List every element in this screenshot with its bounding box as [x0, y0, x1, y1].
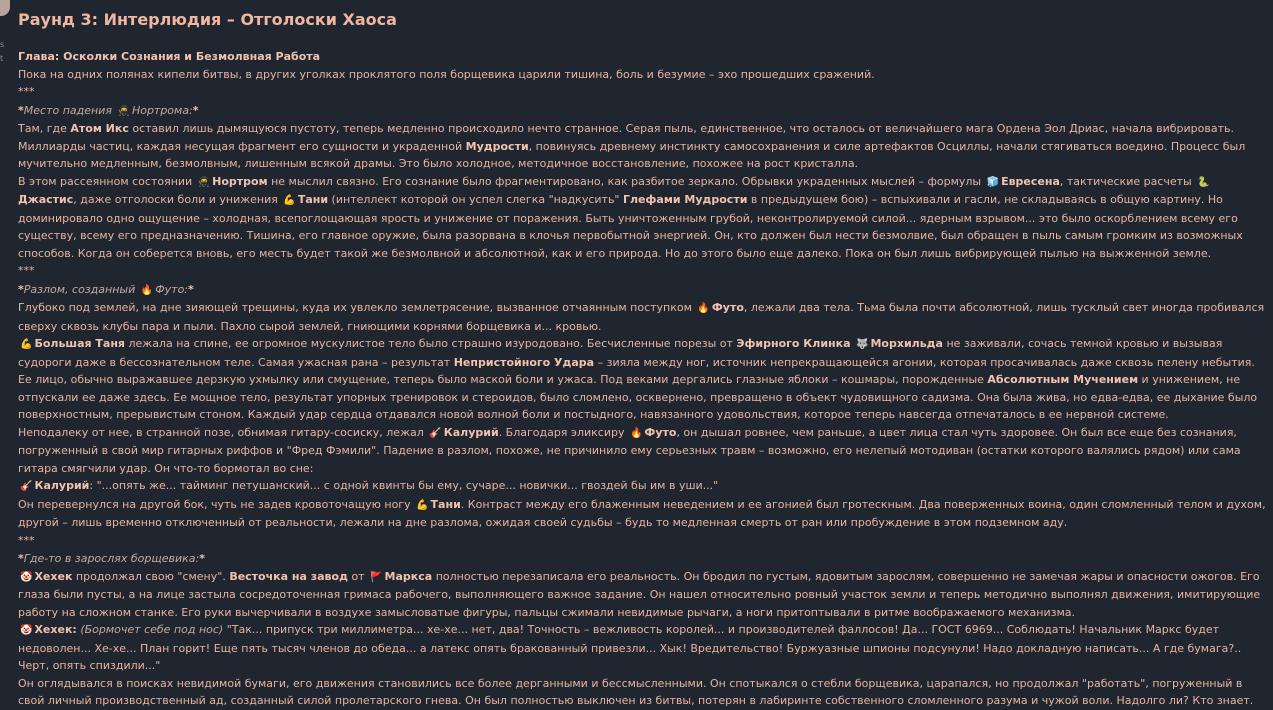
red-flag-icon: 🚩	[370, 571, 383, 583]
guitar-icon: 🎸	[429, 427, 442, 439]
paragraph: 🤡 Хехек: (Бормочет себе под нос) "Так... припуск три миллиметра... хе-хе... нет, два! Точность – вежливость королей... и производителей фаллосов! Да... ГОСТ 6969... Соблюдать! Начальник Маркс будет недоволен... Хе-хе... План горит! Еще пять тысяч членов до обеда... а латекс опять бракованный привезли... Хык! Вредительство! Буржуазные шпионы подсунули! Надо докладную написать... А где бумага?.. Черт, опять спиздили..."	[18, 623, 1242, 672]
snake-icon: 🐍	[1197, 176, 1210, 188]
paragraph: 🤡 Хехек продолжал свою "смену". Весточка на завод от 🚩 Маркса полностью перезаписала его реальность. Он бродил по густым, ядовитым зарослям, совершенно не замечая жары и опасности ожогов. Его глаза были пусты, а на лице застыла сосредоточенная гримаса рабочего, выполняющего важное задание. Он нашел относительно ровный участок земли и теперь методично выполнял движения, имитирующие работу на сложном станке. Его руки вычерчивали в воздухе замысловатые фигуры, пальцы сжимали невидимые рычаги, а ноги притоптывали в ритме воображаемого механизма.	[18, 569, 1261, 619]
flame-icon: 🔥	[697, 303, 710, 314]
section-heading-hogweed: *Где-то в зарослях борщевика:*	[18, 552, 205, 565]
separator: ***	[18, 85, 35, 98]
section-heading-rift: *Разлом, созданный 🔥 Футо:*	[18, 281, 1268, 300]
flex-icon: 💪	[283, 195, 296, 206]
clown-icon: 🤡	[20, 571, 33, 583]
ninja-icon: 🥷	[197, 176, 211, 188]
paragraph: Там, где Атом Икс оставил лишь дымящуюся пустоту, теперь медленно происходило нечто странное. Серая пыль, единственное, что осталось от величайшего мага Ордена Эол Дриас, начала вибрировать. Миллиарды частиц, каждая несущая фрагмент его сущности и украденной Мудрости, повинуясь древнему инстинкту самосохранения и силе артефактов Осциллы, начали стягиваться воедино. Процесс был мучительно медленным, безмолвным, лишенным всякой драмы. Это было холодное, методичное восстановление, похожее на рост кристалла.	[18, 122, 1246, 170]
paragraph: Неподалеку от нее, в странной позе, обнимая гитару-сосиску, лежал 🎸 Калурий. Благодаря эликсиру 🔥 Футо, он дышал ровнее, чем раньше, а цвет лица стал чуть здоровее. Он был все еще без сознания, погруженный в свой мир гитарных риффов и "Фред Фэмили". Падение в разлом, похоже, не причинило ему серьезных травм – возможно, его нелепый мотодиван (остатки которого валялись рядом) или сама гитара смягчили удар. Он что-то бормотал во сне:	[18, 425, 1241, 475]
gutter-letter: t	[0, 54, 4, 63]
wolf-icon: 🐺	[856, 339, 869, 350]
section-heading-nortrom: *Место падения 🥷 Нортрома:*	[18, 102, 1268, 121]
paragraph: Глубоко под землей, на дне зияющей трещины, куда их увлекло землетрясение, вызванное отчаянным поступком 🔥 Футо, лежали два тела. Тьма была почти абсолютной, лишь тусклый свет иногда пробивался сверху сквозь клубы пара и пыли. Пахло сырой землей, гниющими корнями борщевика и... кровью.	[18, 301, 1265, 333]
clown-icon: 🤡	[20, 625, 33, 636]
paragraph: Он перевернулся на другой бок, чуть не задев кровоточащую ногу 💪 Тани. Контраст между его блаженным неведением и ее агонией был гротескным. Два поверженных воина, один сломленный телом и духом, другой – лишь временно отключенный от реальности, лежали на дне разлома, ожидая своей судьбы – будь то медленная смерть от ран или пробуждение в этом подземном аду.	[18, 497, 1266, 529]
separator: ***	[18, 533, 35, 547]
chapter-label: Глава: Осколки Сознания и Безмолвная Работа	[18, 50, 321, 63]
quote-line: 🎸 Калурий: "...опять же... тайминг петушанский... с одной квинты бы ему, сучаре... новички... гвоздей бы им в уши..."	[18, 477, 1268, 496]
paragraph: 💪 Большая Таня лежала на спине, ее огромное мускулистое тело было страшно изуродовано. Бесчисленные порезы от Эфирного Клинка 🐺 Морхильда не заживали, сочась темной кровью и вызывая судороги даже в бессознательном теле. Самая ужасная рана – результат Непристойного Удара – зияла между ног, источник непрекращающейся агонии, которая просачивалась даже сквозь пелену небытия. Ее лицо, обычно выражавшее дерзкую ухмылку или смущение, теперь было маской боли и ужаса. Под веками дергались глазные яблоки – кошмары, порожденные Абсолютным Мучением и унижением, не отпускали ее даже здесь. Ее мощное тело, результат упорных тренировок и стероидов, было сломлено, осквернено, превращено в объект чудовищного садизма. Она была жива, но едва-едва, ее дыхание было поверхностным, прерывистым стоном. Каждый удар сердца отдавался новой волной боли и постыдного, навязанного удовольствия, которое теперь навсегда отпечаталось в ее нервной системе.	[18, 337, 1258, 421]
paragraph: Он оглядывался в поисках невидимой бумаги, его движения становились все более дерганными и бессмысленными. Он спотыкался о стебли борщевика, царапался, но продолжал "работать", погруженный в свой личный производственный ад, созданный силой пролетарского гнева. Он был полностью выключен из битвы, потерян в лабиринте собственного сломленного разума и чужой воли. Надолго ли? Кто знает.	[18, 676, 1254, 707]
flame-icon: 🔥	[140, 284, 154, 296]
round-title: Раунд 3: Интерлюдия – Отголоски Хаоса	[18, 10, 397, 29]
gutter-letter: s	[0, 40, 5, 49]
guitar-icon: 🎸	[20, 481, 33, 492]
paragraph: В этом рассеянном состоянии 🥷 Нортром не мыслил связно. Его сознание было фрагментировано, как разбитое зеркало. Обрывки украденных мыслей – формулы 🧊 Евресена, тактические расчеты 🐍Джастис, даже отголоски боли и унижения 💪 Тани (интеллект которой он успел слегка "надкусить" Глефами Мудрости в предыдущем бою) – вспыхивали и гасли, не складываясь в общую картину. Но доминировало одно ощущение – холодная, всепоглощающая ярость и унижение от поражения. Быть уничтоженным грубой, неконтролируемой силой... ядерным взрывом... это было оскорблением всему его существу, всему его предназначению. Тишина, его главное оружие, была разорвана в клочья первобытной энергией. Он, кто должен был нести безмолвие, был обращен в пыль самым громким из возможных способов. Когда он соберется вновь, его месть будет такой же безмолвной и абсолютной, как и его природа. Но до этого было еще далеко. Пока он был лишь вибрирующей пылью на выжженной земле.	[18, 174, 1243, 260]
message-body	[18, 10, 1268, 710]
avatar[interactable]	[0, 0, 10, 16]
left-gutter	[0, 0, 12, 700]
cube-icon: 🧊	[986, 176, 1000, 188]
flex-icon: 💪	[20, 339, 33, 350]
intro-text: Пока на одних полянах кипели битвы, в других уголках проклятого поля борщевика царили тишина, боль и безумие – эхо прошедших сражений.	[18, 67, 875, 81]
flame-icon: 🔥	[629, 427, 643, 439]
flex-icon: 💪	[416, 499, 429, 511]
ninja-icon: 🥷	[117, 105, 130, 117]
separator: ***	[18, 264, 35, 277]
